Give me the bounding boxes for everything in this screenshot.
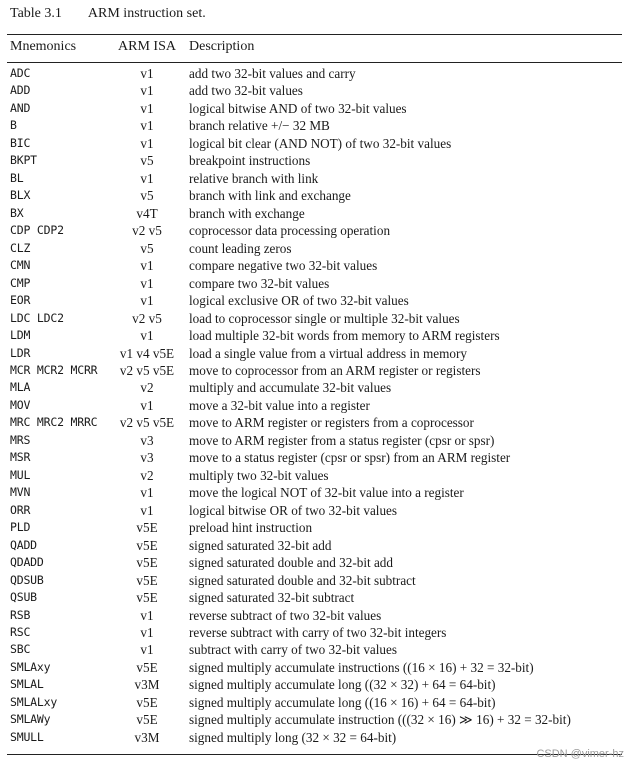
description-cell: logical exclusive OR of two 32-bit values bbox=[189, 293, 409, 309]
description-cell: signed saturated 32-bit add bbox=[189, 537, 332, 553]
isa-cell: v1 bbox=[140, 397, 154, 413]
isa-cell: v1 bbox=[140, 170, 154, 186]
description-cell: coprocessor data processing operation bbox=[189, 223, 391, 239]
mnemonic-cell: AND bbox=[10, 100, 31, 115]
mnemonic-cell: MRS bbox=[10, 432, 31, 447]
isa-cell: v1 bbox=[140, 275, 154, 291]
description-cell: relative branch with link bbox=[189, 170, 319, 186]
description-cell: signed multiply accumulate long ((32 × 32) + 64 = 64-bit) bbox=[189, 677, 496, 693]
table-row bbox=[0, 414, 634, 431]
table-row bbox=[0, 554, 634, 571]
description-cell: signed saturated double and 32-bit subtract bbox=[189, 572, 416, 588]
isa-cell: v1 bbox=[140, 135, 154, 151]
mnemonic-cell: QSUB bbox=[10, 590, 37, 605]
mnemonic-cell: CDP CDP2 bbox=[10, 223, 64, 238]
table-row bbox=[0, 449, 634, 466]
mnemonic-cell: BLX bbox=[10, 188, 31, 203]
description-cell: signed multiply accumulate long ((16 × 16) + 64 = 64-bit) bbox=[189, 694, 496, 710]
isa-cell: v5E bbox=[136, 694, 158, 710]
description-cell: breakpoint instructions bbox=[189, 153, 311, 169]
isa-cell: v1 bbox=[140, 293, 154, 309]
description-cell: move to a status register (cpsr or spsr) from an ARM register bbox=[189, 450, 511, 466]
mnemonic-cell: SMLAWy bbox=[10, 712, 51, 727]
mnemonic-cell: CMP bbox=[10, 275, 31, 290]
isa-cell: v1 bbox=[140, 328, 154, 344]
isa-cell: v1 bbox=[140, 625, 154, 640]
isa-cell: v5E bbox=[136, 555, 158, 571]
isa-cell: v2 bbox=[140, 380, 154, 396]
table-row bbox=[0, 187, 634, 204]
description-cell: move to coprocessor from an ARM register or registers bbox=[189, 362, 481, 378]
mnemonic-cell: SMLAxy bbox=[10, 659, 51, 674]
description-cell: multiply and accumulate 32-bit values bbox=[189, 380, 392, 396]
mnemonic-cell: SMULL bbox=[10, 729, 44, 744]
isa-cell: v3 bbox=[140, 450, 154, 466]
mnemonic-cell: CLZ bbox=[10, 240, 31, 255]
table-body bbox=[0, 65, 634, 746]
isa-cell: v5 bbox=[140, 188, 154, 204]
description-cell: signed saturated 32-bit subtract bbox=[189, 590, 355, 606]
table-row bbox=[0, 484, 634, 501]
table-row bbox=[0, 589, 634, 606]
description-cell: move to ARM register from a status register (cpsr or spsr) bbox=[189, 432, 495, 448]
table-row bbox=[0, 572, 634, 589]
isa-cell: v2 v5 bbox=[132, 223, 162, 239]
mnemonic-cell: PLD bbox=[10, 520, 31, 535]
table-row bbox=[0, 257, 634, 274]
table-row bbox=[0, 240, 634, 257]
mnemonic-cell: ADC bbox=[10, 66, 31, 80]
description-cell: signed multiply accumulate instructions ((16 × 16) + 32 = 32-bit) bbox=[189, 659, 534, 675]
isa-cell: v1 bbox=[140, 502, 154, 518]
description-cell: preload hint instruction bbox=[189, 520, 313, 536]
isa-cell: v1 v4 v5E bbox=[119, 345, 175, 361]
isa-cell: v2 bbox=[140, 467, 154, 483]
description-cell: load to coprocessor single or multiple 32-bit values bbox=[189, 310, 460, 326]
mnemonic-cell: CMN bbox=[10, 258, 31, 273]
mnemonic-cell: BL bbox=[10, 170, 24, 185]
table-row bbox=[0, 135, 634, 152]
table-title: ARM instruction set. bbox=[87, 6, 206, 21]
table-row bbox=[0, 100, 634, 117]
mnemonic-cell: LDM bbox=[10, 328, 31, 343]
isa-cell: v5E bbox=[136, 520, 158, 536]
description-cell: reverse subtract with carry of two 32-bit integers bbox=[189, 625, 447, 640]
table-row bbox=[0, 152, 634, 169]
description-cell: branch relative +/− 32 MB bbox=[189, 118, 330, 134]
header-mnemonics: Mnemonics bbox=[10, 39, 77, 54]
table-row bbox=[0, 711, 634, 728]
isa-cell: v2 v5 v5E bbox=[119, 415, 175, 431]
isa-cell: v2 v5 v5E bbox=[119, 362, 175, 378]
table-row bbox=[0, 310, 634, 327]
isa-cell: v2 v5 bbox=[132, 310, 162, 326]
mnemonic-cell: ADD bbox=[10, 83, 31, 98]
isa-cell: v3M bbox=[134, 729, 160, 745]
mnemonic-cell: LDC LDC2 bbox=[10, 310, 64, 325]
mnemonic-cell: MSR bbox=[10, 450, 31, 465]
table-row bbox=[0, 729, 634, 746]
description-cell: move a 32-bit value into a register bbox=[189, 397, 370, 413]
top-rule bbox=[7, 34, 622, 35]
table-row bbox=[0, 205, 634, 222]
mnemonic-cell: MOV bbox=[10, 397, 31, 412]
mnemonic-cell: QDADD bbox=[10, 555, 44, 570]
isa-cell: v4T bbox=[136, 205, 158, 221]
description-cell: reverse subtract of two 32-bit values bbox=[189, 607, 382, 623]
mnemonic-cell: BX bbox=[10, 205, 24, 220]
isa-cell: v5E bbox=[136, 590, 158, 606]
table-row bbox=[0, 292, 634, 309]
table-row bbox=[0, 275, 634, 292]
description-cell: signed multiply long (32 × 32 = 64-bit) bbox=[189, 729, 397, 745]
mnemonic-cell: EOR bbox=[10, 293, 31, 308]
mnemonic-cell: MCR MCR2 MCRR bbox=[10, 362, 98, 377]
isa-cell: v1 bbox=[140, 607, 154, 623]
isa-cell: v5E bbox=[136, 537, 158, 553]
table-row bbox=[0, 82, 634, 99]
table-row bbox=[0, 676, 634, 693]
table-row bbox=[0, 379, 634, 396]
table-header bbox=[0, 38, 634, 58]
isa-cell: v5 bbox=[140, 240, 154, 256]
mnemonic-cell: RSB bbox=[10, 607, 31, 622]
description-cell: logical bitwise OR of two 32-bit values bbox=[189, 502, 398, 518]
mnemonic-cell: QADD bbox=[10, 537, 37, 552]
mnemonic-cell: SBC bbox=[10, 642, 31, 657]
mnemonic-cell: MVN bbox=[10, 485, 31, 500]
table-row bbox=[0, 641, 634, 658]
description-cell: load a single value from a virtual address in memory bbox=[189, 345, 467, 361]
description-cell: signed multiply accumulate instruction (((32 × 16) ≫ 16) + 32 = 32-bit) bbox=[189, 712, 571, 728]
description-cell: logical bitwise AND of two 32-bit values bbox=[189, 100, 407, 116]
mnemonic-cell: BIC bbox=[10, 135, 31, 150]
isa-cell: v5 bbox=[140, 153, 154, 169]
isa-cell: v5E bbox=[136, 712, 158, 728]
mnemonic-cell: LDR bbox=[10, 345, 31, 360]
description-cell: add two 32-bit values bbox=[189, 83, 303, 99]
description-cell: add two 32-bit values and carry bbox=[189, 66, 356, 81]
mnemonic-cell: SMLALxy bbox=[10, 694, 58, 709]
isa-cell: v5E bbox=[136, 572, 158, 588]
table-caption bbox=[10, 6, 206, 22]
bottom-rule bbox=[7, 754, 622, 755]
isa-cell: v1 bbox=[140, 485, 154, 501]
table-row bbox=[0, 502, 634, 519]
mnemonic-cell: ORR bbox=[10, 502, 31, 517]
isa-cell: v1 bbox=[140, 258, 154, 274]
mnemonic-cell: B bbox=[10, 118, 17, 133]
isa-cell: v1 bbox=[140, 66, 154, 81]
description-cell: compare negative two 32-bit values bbox=[189, 258, 378, 274]
table-row bbox=[0, 65, 634, 82]
header-arm-isa: ARM ISA bbox=[118, 39, 176, 54]
description-cell: subtract with carry of two 32-bit values bbox=[189, 642, 398, 658]
isa-cell: v1 bbox=[140, 118, 154, 134]
mnemonic-cell: SMLAL bbox=[10, 677, 44, 692]
isa-cell: v1 bbox=[140, 83, 154, 99]
header-description: Description bbox=[189, 39, 255, 54]
isa-cell: v1 bbox=[140, 100, 154, 116]
mnemonic-cell: MLA bbox=[10, 380, 31, 395]
mnemonic-cell: BKPT bbox=[10, 153, 37, 168]
table-row bbox=[0, 170, 634, 187]
table-row bbox=[0, 362, 634, 379]
mnemonic-cell: MRC MRC2 MRRC bbox=[10, 415, 98, 430]
table-row bbox=[0, 467, 634, 484]
description-cell: branch with exchange bbox=[189, 205, 305, 221]
table-row bbox=[0, 694, 634, 711]
description-cell: branch with link and exchange bbox=[189, 188, 351, 204]
description-cell: move to ARM register or registers from a coprocessor bbox=[189, 415, 474, 431]
description-cell: load multiple 32-bit words from memory to ARM registers bbox=[189, 328, 500, 344]
mnemonic-cell: QDSUB bbox=[10, 572, 44, 587]
description-cell: move the logical NOT of 32-bit value into a register bbox=[189, 485, 464, 501]
table-label: Table 3.1 bbox=[10, 6, 62, 21]
table-row bbox=[0, 327, 634, 344]
table-row bbox=[0, 117, 634, 134]
table-row bbox=[0, 345, 634, 362]
mnemonic-cell: RSC bbox=[10, 625, 31, 639]
isa-cell: v3M bbox=[134, 677, 160, 693]
table-row bbox=[0, 607, 634, 624]
description-cell: compare two 32-bit values bbox=[189, 275, 330, 291]
table-row bbox=[0, 519, 634, 536]
table-row bbox=[0, 659, 634, 676]
isa-cell: v1 bbox=[140, 642, 154, 658]
isa-cell: v3 bbox=[140, 432, 154, 448]
description-cell: count leading zeros bbox=[189, 240, 292, 256]
mnemonic-cell: MUL bbox=[10, 467, 31, 482]
description-cell: logical bit clear (AND NOT) of two 32-bit values bbox=[189, 135, 452, 151]
table-row bbox=[0, 432, 634, 449]
header-rule bbox=[7, 62, 622, 63]
watermark: CSDN @vimer-hz bbox=[536, 748, 624, 760]
isa-cell: v5E bbox=[136, 659, 158, 675]
description-cell: signed saturated double and 32-bit add bbox=[189, 555, 393, 571]
table-row bbox=[0, 222, 634, 239]
table-row bbox=[0, 624, 634, 641]
description-cell: multiply two 32-bit values bbox=[189, 467, 329, 483]
table-row bbox=[0, 397, 634, 414]
table-row bbox=[0, 537, 634, 554]
